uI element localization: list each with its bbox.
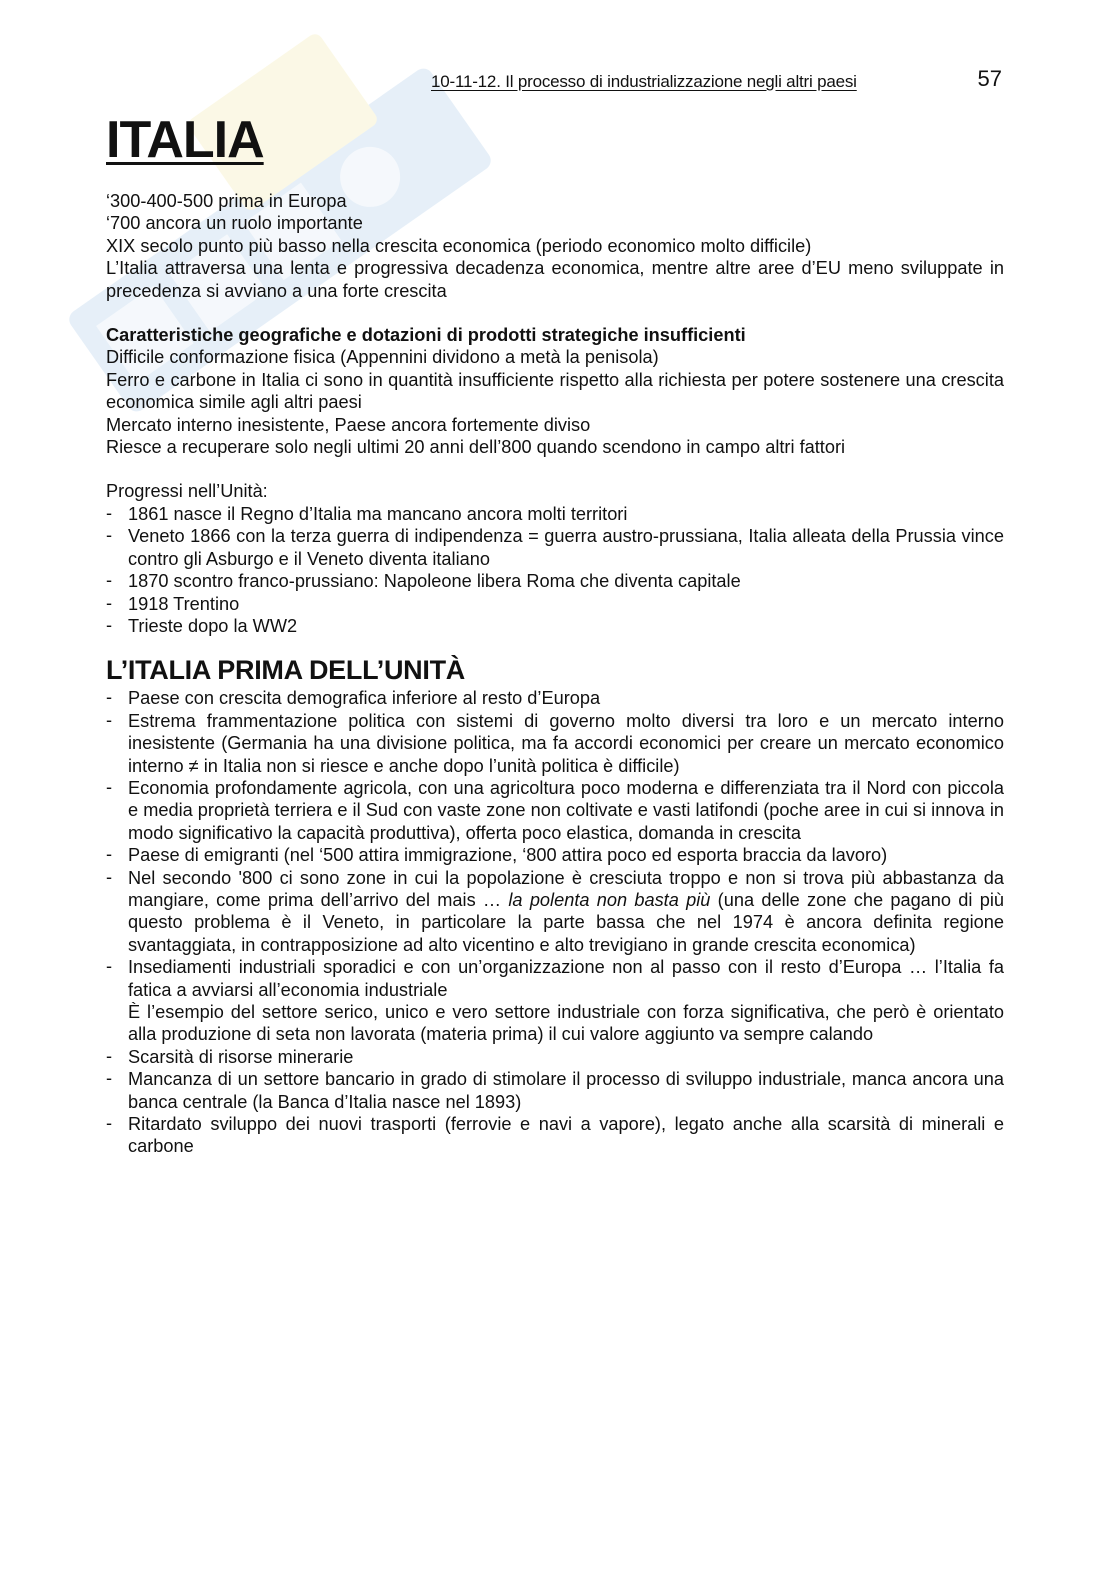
list-item: - Veneto 1866 con la terza guerra di indipendenza = guerra austro-prussiana, Italia alleata della Prussia vince contro gli Asburgo e il Veneto diventa italiano xyxy=(106,525,1004,570)
section-line: Difficile conformazione fisica (Appennini dividono a metà la penisola) xyxy=(106,347,659,368)
progress-section xyxy=(106,480,1004,637)
list-item: - Paese di emigranti (nel ‘500 attira immigrazione, ‘800 attira poco ed esporta braccia da lavoro) xyxy=(106,844,1004,866)
intro-block xyxy=(106,190,1004,302)
item-text: (una delle zone che pagano di più questo problema è il Veneto, in particolare la parte bassa che nel 1974 è ancora definita regione svantaggiata, in contrapposizione ad alto vicentino e alto trevigiano in grande crescita economica) xyxy=(128,889,1004,955)
page-number: 57 xyxy=(977,66,1002,91)
geography-section xyxy=(106,324,1004,458)
item-text: Insediamenti industriali sporadici e con un’organizzazione non al passo con il resto d’Europa … l’Italia fa fatica a avviarsi all’economia industriale xyxy=(128,957,1004,1000)
list-item: - 1870 scontro franco-prussiano: Napoleone libera Roma che diventa capitale xyxy=(106,570,1004,592)
list-item: - Mancanza di un settore bancario in grado di stimolare il processo di sviluppo industriale, manca ancora una banca centrale (la Banca d’Italia nasce nel 1893) xyxy=(106,1068,1004,1113)
section-line: Mercato interno inesistente, Paese ancora fortemente diviso xyxy=(106,414,591,435)
item-text: Nel secondo '800 ci sono zone in cui la popolazione è cresciuta troppo e non si trova più abbastanza da mangiare, come prima dell’arrivo del mais … xyxy=(128,867,1004,910)
list-item: - Economia profondamente agricola, con una agricoltura poco moderna e differenziata tra il Nord con piccola e media proprietà terriera e il Sud con vaste zone non coltivate e vasti latifondi (poche aree in cui si innova in modo significativo la capacità produttiva), offerta poco elastica, domanda in crescita xyxy=(106,777,1004,844)
pre-unity-section xyxy=(106,653,1004,1158)
section-line: Ferro e carbone in Italia ci sono in quantità insufficiente rispetto alla richiesta per potere sostenere una crescita economica simile agli altri paesi xyxy=(106,369,1004,413)
list-item: - 1918 Trentino xyxy=(106,593,1004,615)
item-paragraph: È l’esempio del settore serico, unico e vero settore industriale con forza significativa, che però è orientato alla produzione di seta non lavorata (materia prima) il cui valore aggiunto va sempre calando xyxy=(128,1002,1004,1045)
section-line: Riesce a recuperare solo negli ultimi 20 anni dell’800 quando scendono in campo altri fattori xyxy=(106,437,846,458)
intro-line: XIX secolo punto più basso nella crescita economica (periodo economico molto difficile) xyxy=(106,235,812,256)
intro-line: L’Italia attraversa una lenta e progressiva decadenza economica, mentre altre aree d’EU meno sviluppate in precedenza si avviano a una forte crescita xyxy=(106,258,1004,301)
list-item: - Paese con crescita demografica inferiore al resto d’Europa xyxy=(106,687,1004,709)
running-header xyxy=(106,64,1004,94)
intro-line: ‘300-400-500 prima in Europa xyxy=(106,191,347,211)
list-item: - Estrema frammentazione politica con sistemi di governo molto diversi tra loro e un mercato interno inesistente (Germania ha una divisione politica, ma fa accordi economici per creare un mercato economico interno ≠ in Italia non si riesce e anche dopo l’unità politica è difficile) xyxy=(106,710,1004,777)
progress-list xyxy=(106,503,1004,637)
intro-line: ‘700 ancora un ruolo importante xyxy=(106,213,363,234)
running-title: 10-11-12. Il processo di industrializzazione negli altri paesi xyxy=(431,72,857,91)
italic-quote: la polenta non basta più xyxy=(508,889,711,910)
section-heading: Caratteristiche geografiche e dotazioni di prodotti strategiche insufficienti xyxy=(106,325,746,346)
list-item xyxy=(106,956,1004,1046)
list-item: - 1861 nasce il Regno d’Italia ma mancano ancora molti territori xyxy=(106,503,1004,525)
list-item: - Ritardato sviluppo dei nuovi trasporti (ferrovie e navi a vapore), legato anche alla scarsità di minerali e carbone xyxy=(106,1113,1004,1158)
progress-title: Progressi nell’Unità: xyxy=(106,481,268,502)
page-title: ITALIA xyxy=(106,111,264,169)
list-item xyxy=(106,867,1004,957)
list-item: - Trieste dopo la WW2 xyxy=(106,615,1004,637)
document-page xyxy=(106,64,1004,1158)
section-title: L’ITALIA PRIMA DELL’UNITÀ xyxy=(106,655,465,686)
list-item: - Scarsità di risorse minerarie xyxy=(106,1046,1004,1068)
pre-unity-list xyxy=(106,687,1004,1158)
